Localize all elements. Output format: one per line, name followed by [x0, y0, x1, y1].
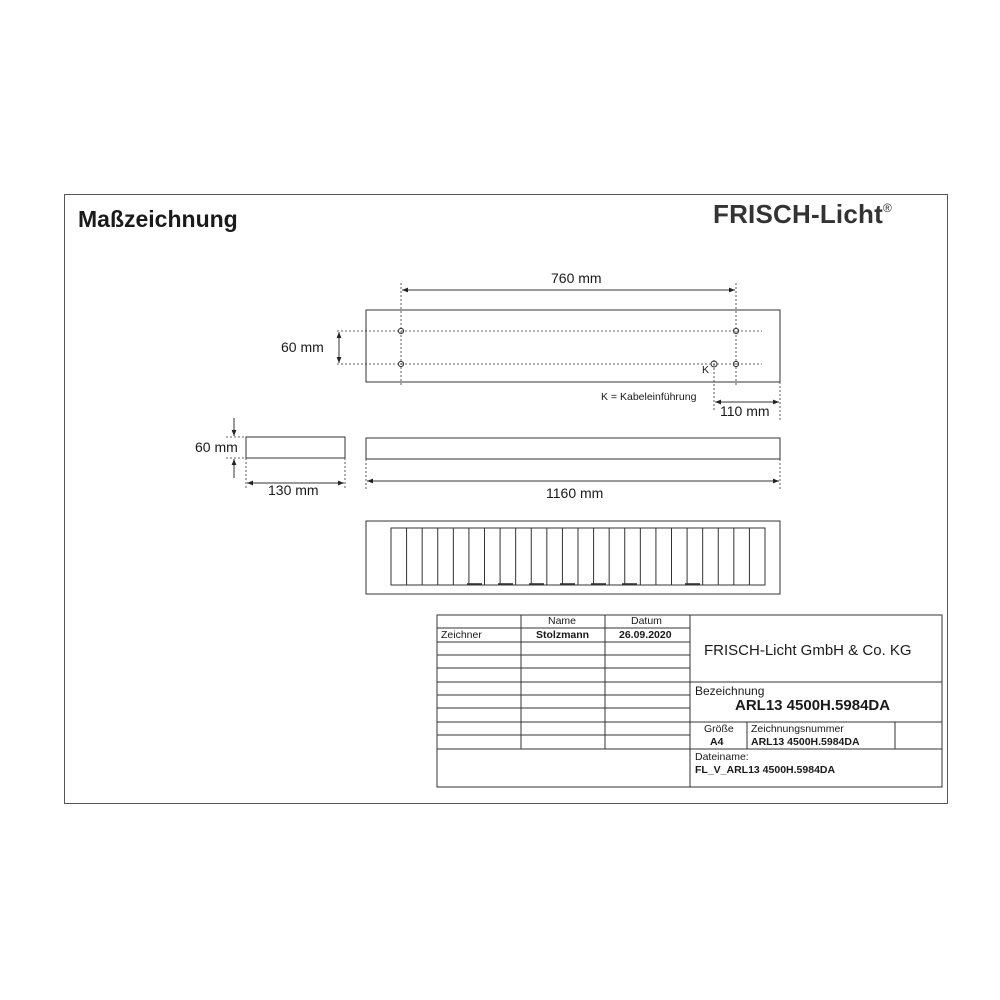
- drawing-number-label: Zeichnungsnummer: [751, 723, 844, 735]
- designation-value: ARL13 4500H.5984DA: [735, 697, 891, 714]
- dim-label-110: 110 mm: [720, 403, 770, 419]
- drawer-name: Stolzmann: [536, 629, 590, 641]
- dim-label-760: 760 mm: [551, 270, 602, 286]
- drawer-date: 26.09.2020: [619, 629, 672, 641]
- col-header-name: Name: [548, 615, 577, 627]
- company-name: FRISCH-Licht GmbH & Co. KG: [704, 642, 912, 659]
- brand-name: FRISCH-Licht: [713, 199, 883, 229]
- page-title: Maßzeichnung: [78, 206, 238, 232]
- size-value: A4: [710, 736, 724, 748]
- filename-label: Dateiname:: [695, 751, 749, 763]
- size-label: Größe: [704, 723, 734, 735]
- dim-label-130: 130 mm: [268, 482, 319, 498]
- cable-note: K = Kabeleinführung: [601, 391, 697, 403]
- registered-mark: ®: [882, 201, 892, 215]
- cable-marker-label: K: [702, 364, 710, 376]
- dim-label-60-top: 60 mm: [281, 339, 324, 355]
- designation-label: Bezeichnung: [695, 684, 765, 698]
- dim-label-60-side: 60 mm: [195, 439, 238, 455]
- filename-value: FL_V_ARL13 4500H.5984DA: [695, 764, 836, 776]
- dim-label-1160: 1160 mm: [546, 485, 604, 501]
- col-header-date: Datum: [631, 615, 662, 627]
- drawing-number-value: ARL13 4500H.5984DA: [751, 736, 860, 748]
- row-label-drawer: Zeichner: [441, 629, 482, 641]
